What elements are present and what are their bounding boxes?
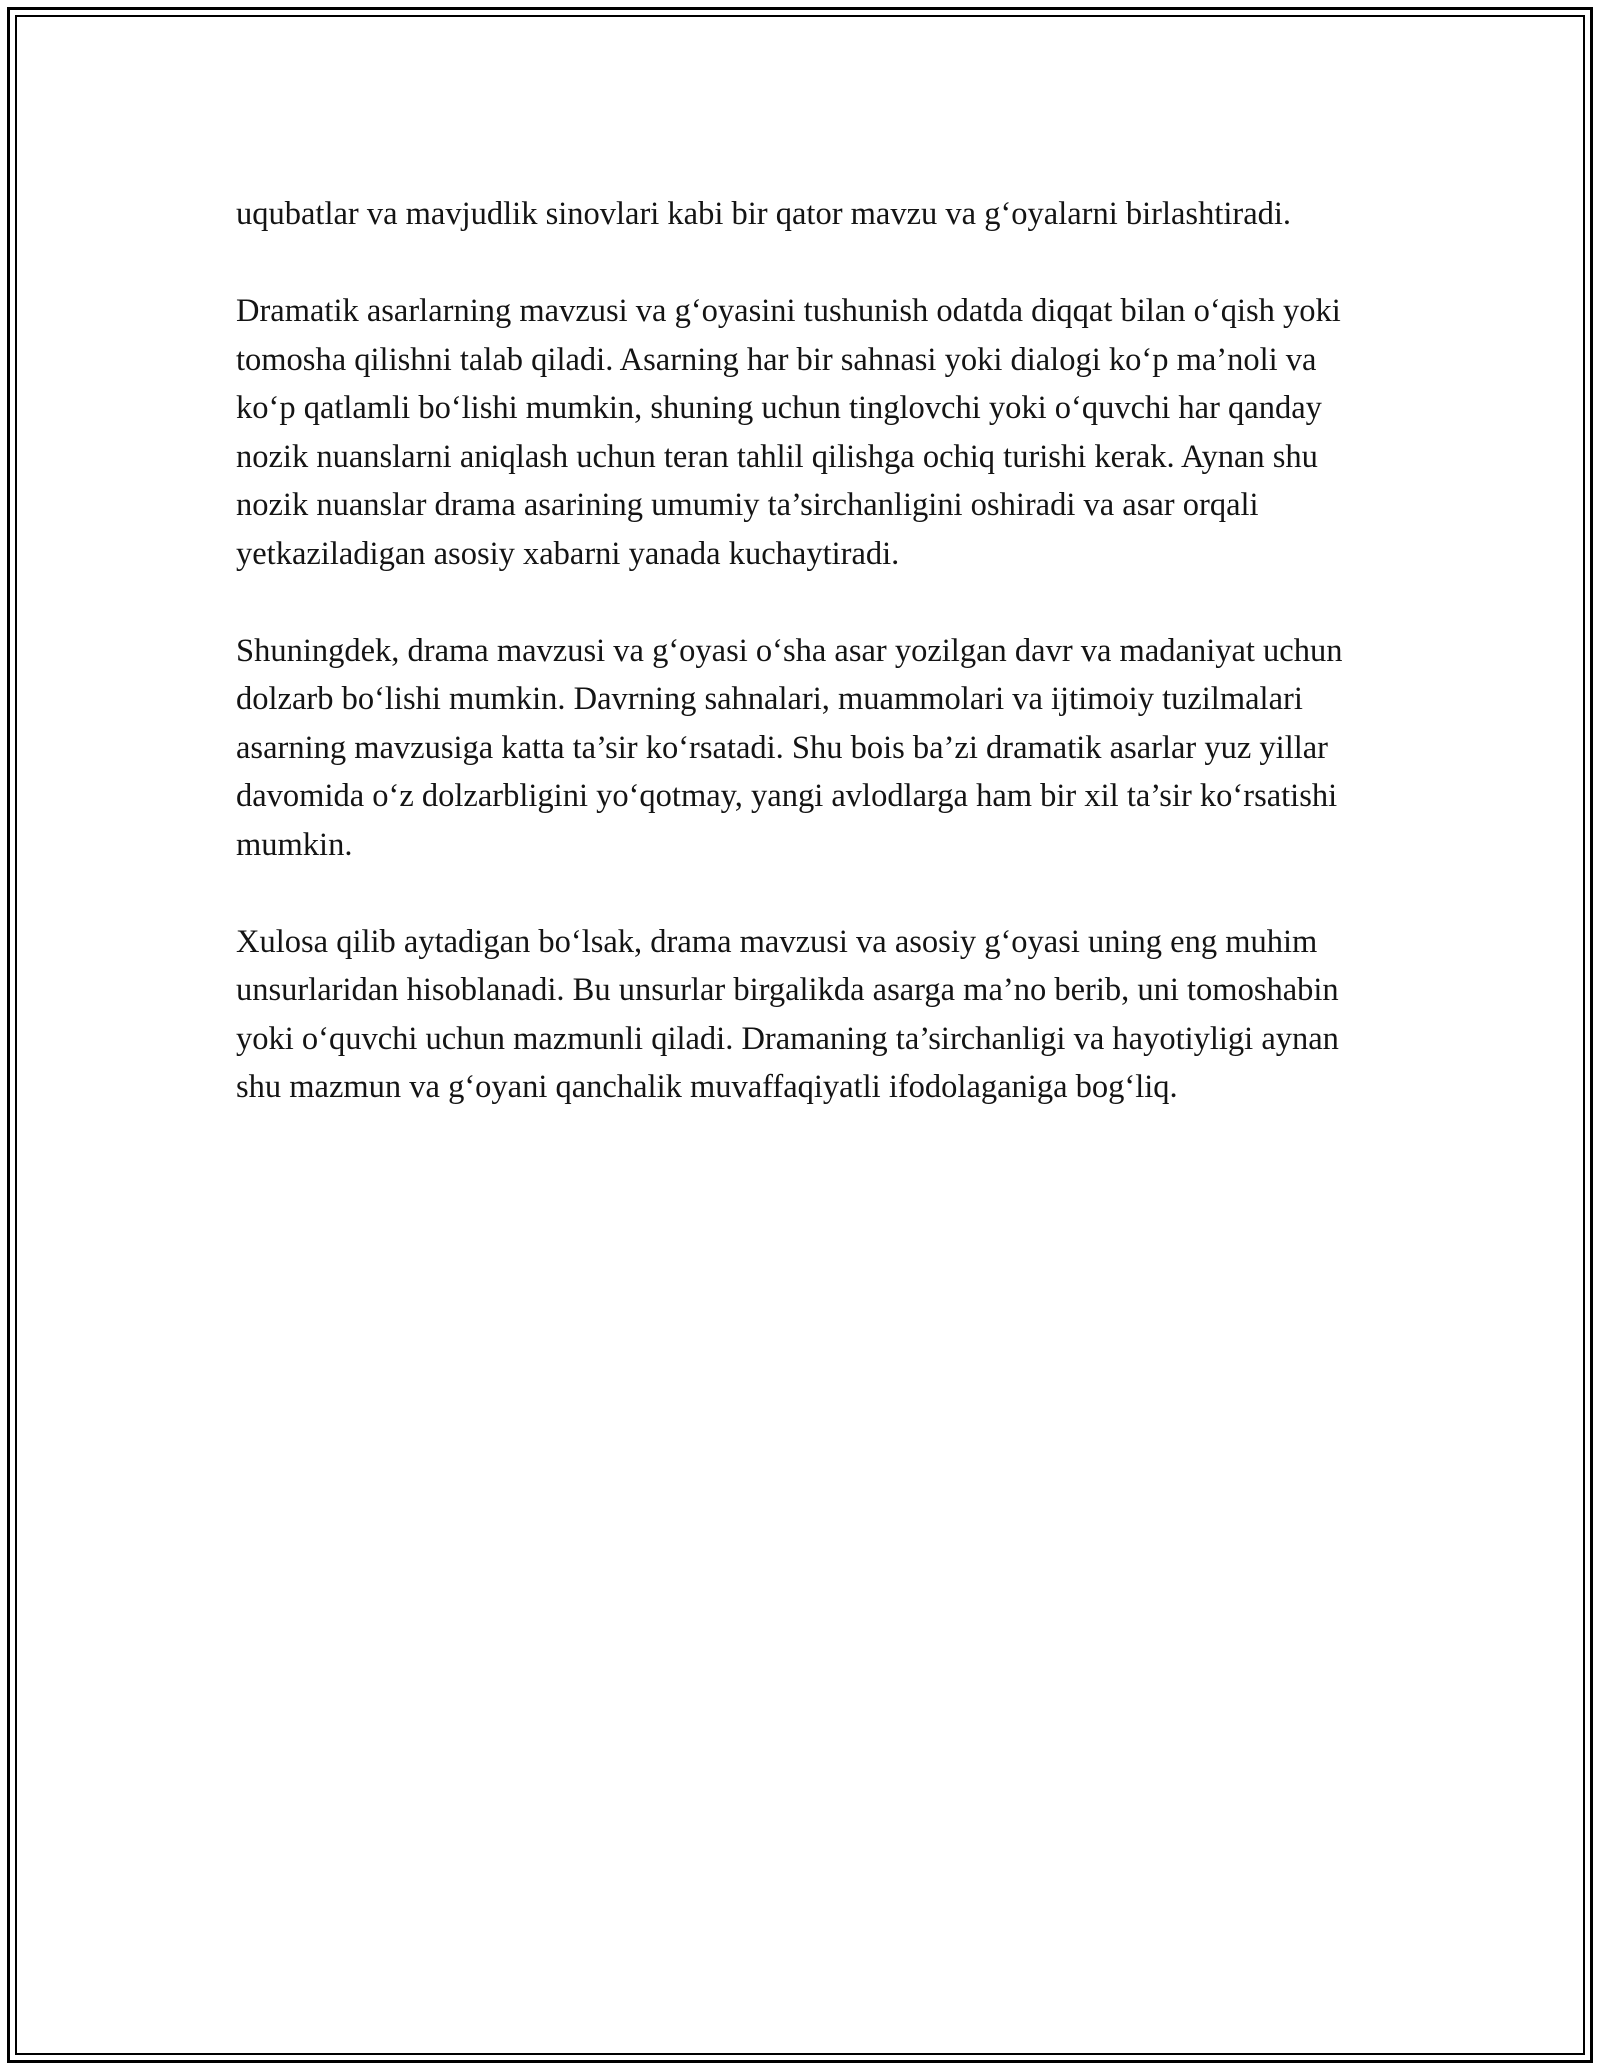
paragraph-3: Shuningdek, drama mavzusi va g‘oyasi o‘sha asar yozilgan davr va madaniyat uchun dolzarb bo‘lishi mumkin. Davrning sahnalari, muammolari va ijtimoiy tuzilmalari asarning mavzusiga katta ta’sir ko‘rsatadi. Shu bois ba’zi dramatik asarlar yuz yillar davomida o‘z dolzarbligini yo‘qotmay, yangi avlodlarga ham bir xil ta’sir ko‘rsatishi mumkin. <box>236 632 1343 863</box>
paragraph-4: Xulosa qilib aytadigan bo‘lsak, drama mavzusi va asosiy g‘oyasi uning eng muhim unsurlaridan hisoblanadi. Bu unsurlar birgalikda asarga ma’no berib, uni tomoshabin yoki o‘quvchi uchun mazmunli qiladi. Dramaning ta’sirchanligi va hayotiyligi aynan shu mazmun va g‘oyani qanchalik muvaffaqiyatli ifodolaganiga bog‘liq. <box>236 923 1339 1105</box>
paragraph-1: uqubatlar va mavjudlik sinovlari kabi bir qator mavzu va g‘oyalarni birlashtiradi. <box>236 196 1292 232</box>
document-body <box>236 190 1376 1160</box>
paragraph-2: Dramatik asarlarning mavzusi va g‘oyasini tushunish odatda diqqat bilan o‘qish yoki tomosha qilishni talab qiladi. Asarning har bir sahnasi yoki dialogi ko‘p ma’noli va ko‘p qatlamli bo‘lishi mumkin, shuning uchun tinglovchi yoki o‘quvchi har qanday nozik nuanslarni aniqlash uchun teran tahlil qilishga ochiq turishi kerak. Aynan shu nozik nuanslar drama asarining umumiy ta’sirchanligini oshiradi va asar orqali yetkaziladigan asosiy xabarni yanada kuchaytiradi. <box>236 293 1341 572</box>
